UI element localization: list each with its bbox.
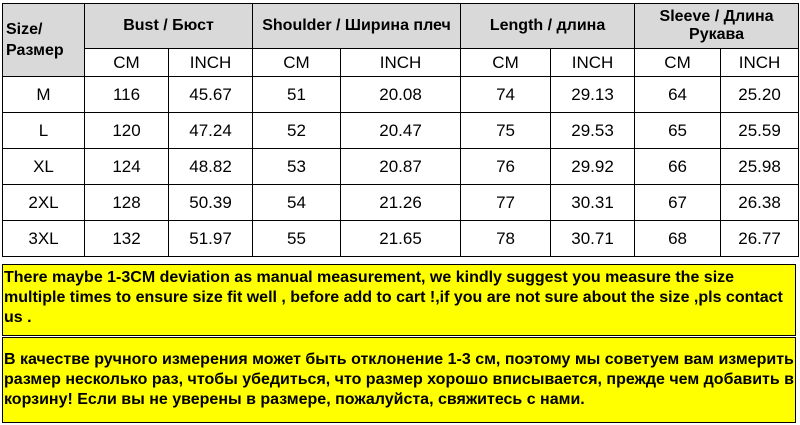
value-cell: 26.77	[721, 221, 799, 257]
value-cell: 50.39	[169, 185, 253, 221]
english-note	[2, 264, 796, 336]
value-cell: 45.67	[169, 77, 253, 113]
size-cell: 3XL	[3, 221, 85, 257]
value-cell: 128	[85, 185, 169, 221]
value-cell: 76	[461, 149, 551, 185]
value-cell: 21.65	[341, 221, 461, 257]
value-cell: 30.71	[551, 221, 635, 257]
russian-note-text: В качестве ручного измерения может быть отклонение 1-3 см, поэтому мы советуем вам измерить размер несколько раз, чтобы убедиться, что размер хорошо вписывается, прежде чем добавить в корзину! Если вы не уверены в размере, пожалуйста, свяжитесь с нами.	[4, 351, 794, 408]
value-cell: 21.26	[341, 185, 461, 221]
value-cell: 54	[253, 185, 341, 221]
value-cell: 66	[635, 149, 721, 185]
value-cell: 25.20	[721, 77, 799, 113]
table-row	[3, 221, 799, 257]
size-cell: M	[3, 77, 85, 113]
value-cell: 20.47	[341, 113, 461, 149]
value-cell: 29.13	[551, 77, 635, 113]
value-cell: 55	[253, 221, 341, 257]
value-cell: 52	[253, 113, 341, 149]
value-cell: 124	[85, 149, 169, 185]
table-row	[3, 185, 799, 221]
value-cell: 64	[635, 77, 721, 113]
unit-header: INCH	[721, 49, 799, 77]
unit-header: CM	[85, 49, 169, 77]
value-cell: 25.59	[721, 113, 799, 149]
value-cell: 75	[461, 113, 551, 149]
table-row	[3, 113, 799, 149]
value-cell: 26.38	[721, 185, 799, 221]
unit-header: CM	[253, 49, 341, 77]
size-cell: 2XL	[3, 185, 85, 221]
value-cell: 120	[85, 113, 169, 149]
value-cell: 68	[635, 221, 721, 257]
unit-header-row	[3, 49, 799, 77]
bust-header: Bust / Бюст	[85, 4, 253, 49]
size-column-header: Size/ Размер	[3, 4, 85, 77]
table-row	[3, 149, 799, 185]
value-cell: 47.24	[169, 113, 253, 149]
value-cell: 30.31	[551, 185, 635, 221]
sleeve-header: Sleeve / Длина Рукава	[635, 4, 799, 49]
english-note-text: There maybe 1-3CM deviation as manual measurement, we kindly suggest you measure the size multiple times to ensure size fit well , before add to cart !,if you are not sure about the size ,pls contact us .	[4, 269, 783, 326]
value-cell: 132	[85, 221, 169, 257]
value-cell: 29.53	[551, 113, 635, 149]
length-header: Length / длина	[461, 4, 635, 49]
value-cell: 20.08	[341, 77, 461, 113]
unit-header: CM	[461, 49, 551, 77]
value-cell: 77	[461, 185, 551, 221]
value-cell: 51	[253, 77, 341, 113]
value-cell: 25.98	[721, 149, 799, 185]
size-rows	[3, 77, 799, 257]
value-cell: 48.82	[169, 149, 253, 185]
value-cell: 65	[635, 113, 721, 149]
value-cell: 116	[85, 77, 169, 113]
table-row	[3, 77, 799, 113]
size-table	[2, 3, 799, 257]
unit-header: INCH	[169, 49, 253, 77]
russian-note	[2, 337, 796, 423]
value-cell: 74	[461, 77, 551, 113]
shoulder-header: Shoulder / Ширина плеч	[253, 4, 461, 49]
group-header-row	[3, 4, 799, 49]
unit-header: CM	[635, 49, 721, 77]
value-cell: 51.97	[169, 221, 253, 257]
unit-header: INCH	[551, 49, 635, 77]
size-cell: XL	[3, 149, 85, 185]
value-cell: 67	[635, 185, 721, 221]
value-cell: 53	[253, 149, 341, 185]
value-cell: 20.87	[341, 149, 461, 185]
value-cell: 78	[461, 221, 551, 257]
value-cell: 29.92	[551, 149, 635, 185]
unit-header: INCH	[341, 49, 461, 77]
size-cell: L	[3, 113, 85, 149]
